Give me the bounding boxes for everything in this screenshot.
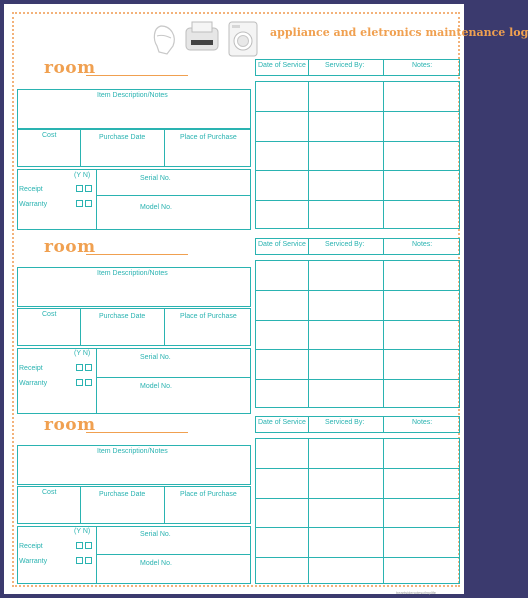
room-heading: room [44,237,96,257]
notes-label: Notes: [412,241,433,248]
place-of-purchase-label: Place of Purchase [180,491,237,498]
serviced-by-label: Serviced By: [325,62,365,69]
warranty-label: Warranty [19,380,48,387]
purchase-date-label: Purchase Date [99,491,146,498]
page-title: appliance and eletronics maintenance log [270,26,528,39]
yes-no-label: (Y N) [74,350,91,357]
warranty-checkboxes[interactable] [74,557,92,564]
receipt-checkboxes[interactable] [74,542,92,549]
item-description-label: Item Description/Notes [97,270,168,277]
room-name-line[interactable] [86,432,188,433]
serial-no-label: Serial No. [140,175,171,182]
printer-icon [182,18,224,58]
warranty-box [17,348,251,414]
warranty-label: Warranty [19,558,48,565]
room-name-line[interactable] [86,254,188,255]
washing-machine-icon [226,18,260,58]
service-log-table[interactable] [255,438,460,584]
item-description-label: Item Description/Notes [97,92,168,99]
room-heading: room [44,58,96,78]
date-of-service-label: Date of Service [258,419,306,426]
warranty-checkboxes[interactable] [74,379,92,386]
cost-label: Cost [42,132,57,139]
yes-no-label: (Y N) [74,528,91,535]
room-name-line[interactable] [86,75,188,76]
warranty-label: Warranty [19,201,48,208]
date-of-service-label: Date of Service [258,62,306,69]
item-description-label: Item Description/Notes [97,448,168,455]
model-no-label: Model No. [140,560,172,567]
notes-label: Notes: [412,419,433,426]
receipt-label: Receipt [19,365,43,372]
room-heading: room [44,415,96,435]
serviced-by-label: Serviced By: [325,419,365,426]
warranty-box [17,169,251,230]
service-log-table[interactable] [255,81,460,229]
serial-no-label: Serial No. [140,531,171,538]
date-of-service-label: Date of Service [258,241,306,248]
model-no-label: Model No. [140,383,172,390]
serial-no-label: Serial No. [140,354,171,361]
yes-no-label: (Y N) [74,172,91,179]
purchase-date-label: Purchase Date [99,313,146,320]
footer-credit: heartsidenotesofmylife [396,590,437,595]
mouse-icon [149,22,179,60]
receipt-label: Receipt [19,543,43,550]
serviced-by-label: Serviced By: [325,241,365,248]
receipt-label: Receipt [19,186,43,193]
service-log-table[interactable] [255,260,460,408]
model-no-label: Model No. [140,204,172,211]
place-of-purchase-label: Place of Purchase [180,313,237,320]
place-of-purchase-label: Place of Purchase [180,134,237,141]
warranty-box [17,526,251,584]
cost-label: Cost [42,489,57,496]
purchase-date-label: Purchase Date [99,134,146,141]
page [4,4,528,595]
cost-label: Cost [42,311,57,318]
receipt-checkboxes[interactable] [74,185,92,192]
receipt-checkboxes[interactable] [74,364,92,371]
notes-label: Notes: [412,62,433,69]
warranty-checkboxes[interactable] [74,200,92,207]
